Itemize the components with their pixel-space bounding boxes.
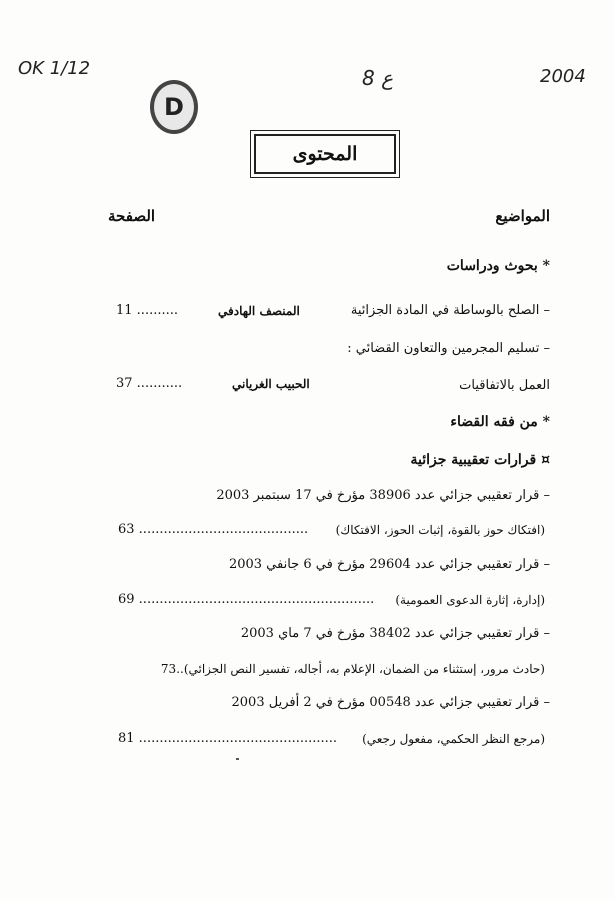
section-jurisprudence-heading: * من فقه القضاء [450,414,550,430]
decision-4-page: 81 ................................................ [118,731,338,746]
decision-4-subject: (مرجع النظر الحكمي، مفعول رجعي) [362,732,545,746]
header-topics: المواضيع [495,207,550,225]
decision-1-page: 63 ......................................... [118,522,309,537]
header-page: الصفحة [108,207,156,225]
research-item-1-author: المنصف الهادفي [218,304,300,318]
decision-1-title: – قرار تعقيبي جزائي عدد 38906 مؤرخ في 17 سبتمبر 2003 [216,488,550,503]
handwritten-year: 2004 [540,66,586,87]
decision-2-subject: (إدارة، إثارة الدعوى العمومية) [395,593,545,607]
title-box [250,130,400,178]
decision-3-title: – قرار تعقيبي جزائي عدد 38402 مؤرخ في 7 ماي 2003 [240,626,550,641]
decision-3-subject: (حادث مرور، إستثناء من الضمان، الإعلام به، أجاله، تفسير النص الجزائي)..73 [160,662,545,676]
decision-2-page: 69 ......................................................... [118,592,375,607]
decision-2-title: – قرار تعقيبي جزائي عدد 29604 مؤرخ في 6 جانفي 2003 [228,557,550,572]
decision-1-subject: (افتكاك حوز بالقوة، إثبات الحوز، الافتكاك) [335,523,545,537]
research-item-2-page: 37 ........... [116,376,183,391]
handwritten-note-left: OK 1/12 [18,58,91,79]
research-item-2-author: الحبيب الغرياني [232,377,310,391]
decision-4-title: – قرار تعقيبي جزائي عدد 00548 مؤرخ في 2 أفريل 2003 [231,695,550,710]
page-title: المحتوى [254,134,396,174]
stamp-d: D [150,80,198,134]
research-item-1-title: – الصلح بالوساطة في المادة الجزائية [350,303,550,318]
paper-speck [236,758,239,760]
research-item-1-page: 11 .......... [116,303,178,318]
section-research-heading: * بحوث ودراسات [446,258,550,274]
section-decisions-subheading: ¤ قرارات تعقيبية جزائية [410,452,550,468]
research-item-2-subtitle: العمل بالاتفاقيات [459,378,550,393]
handwritten-note-center: 8 ع [362,66,394,90]
research-item-2-title: – تسليم المجرمين والتعاون القضائي : [347,341,550,356]
